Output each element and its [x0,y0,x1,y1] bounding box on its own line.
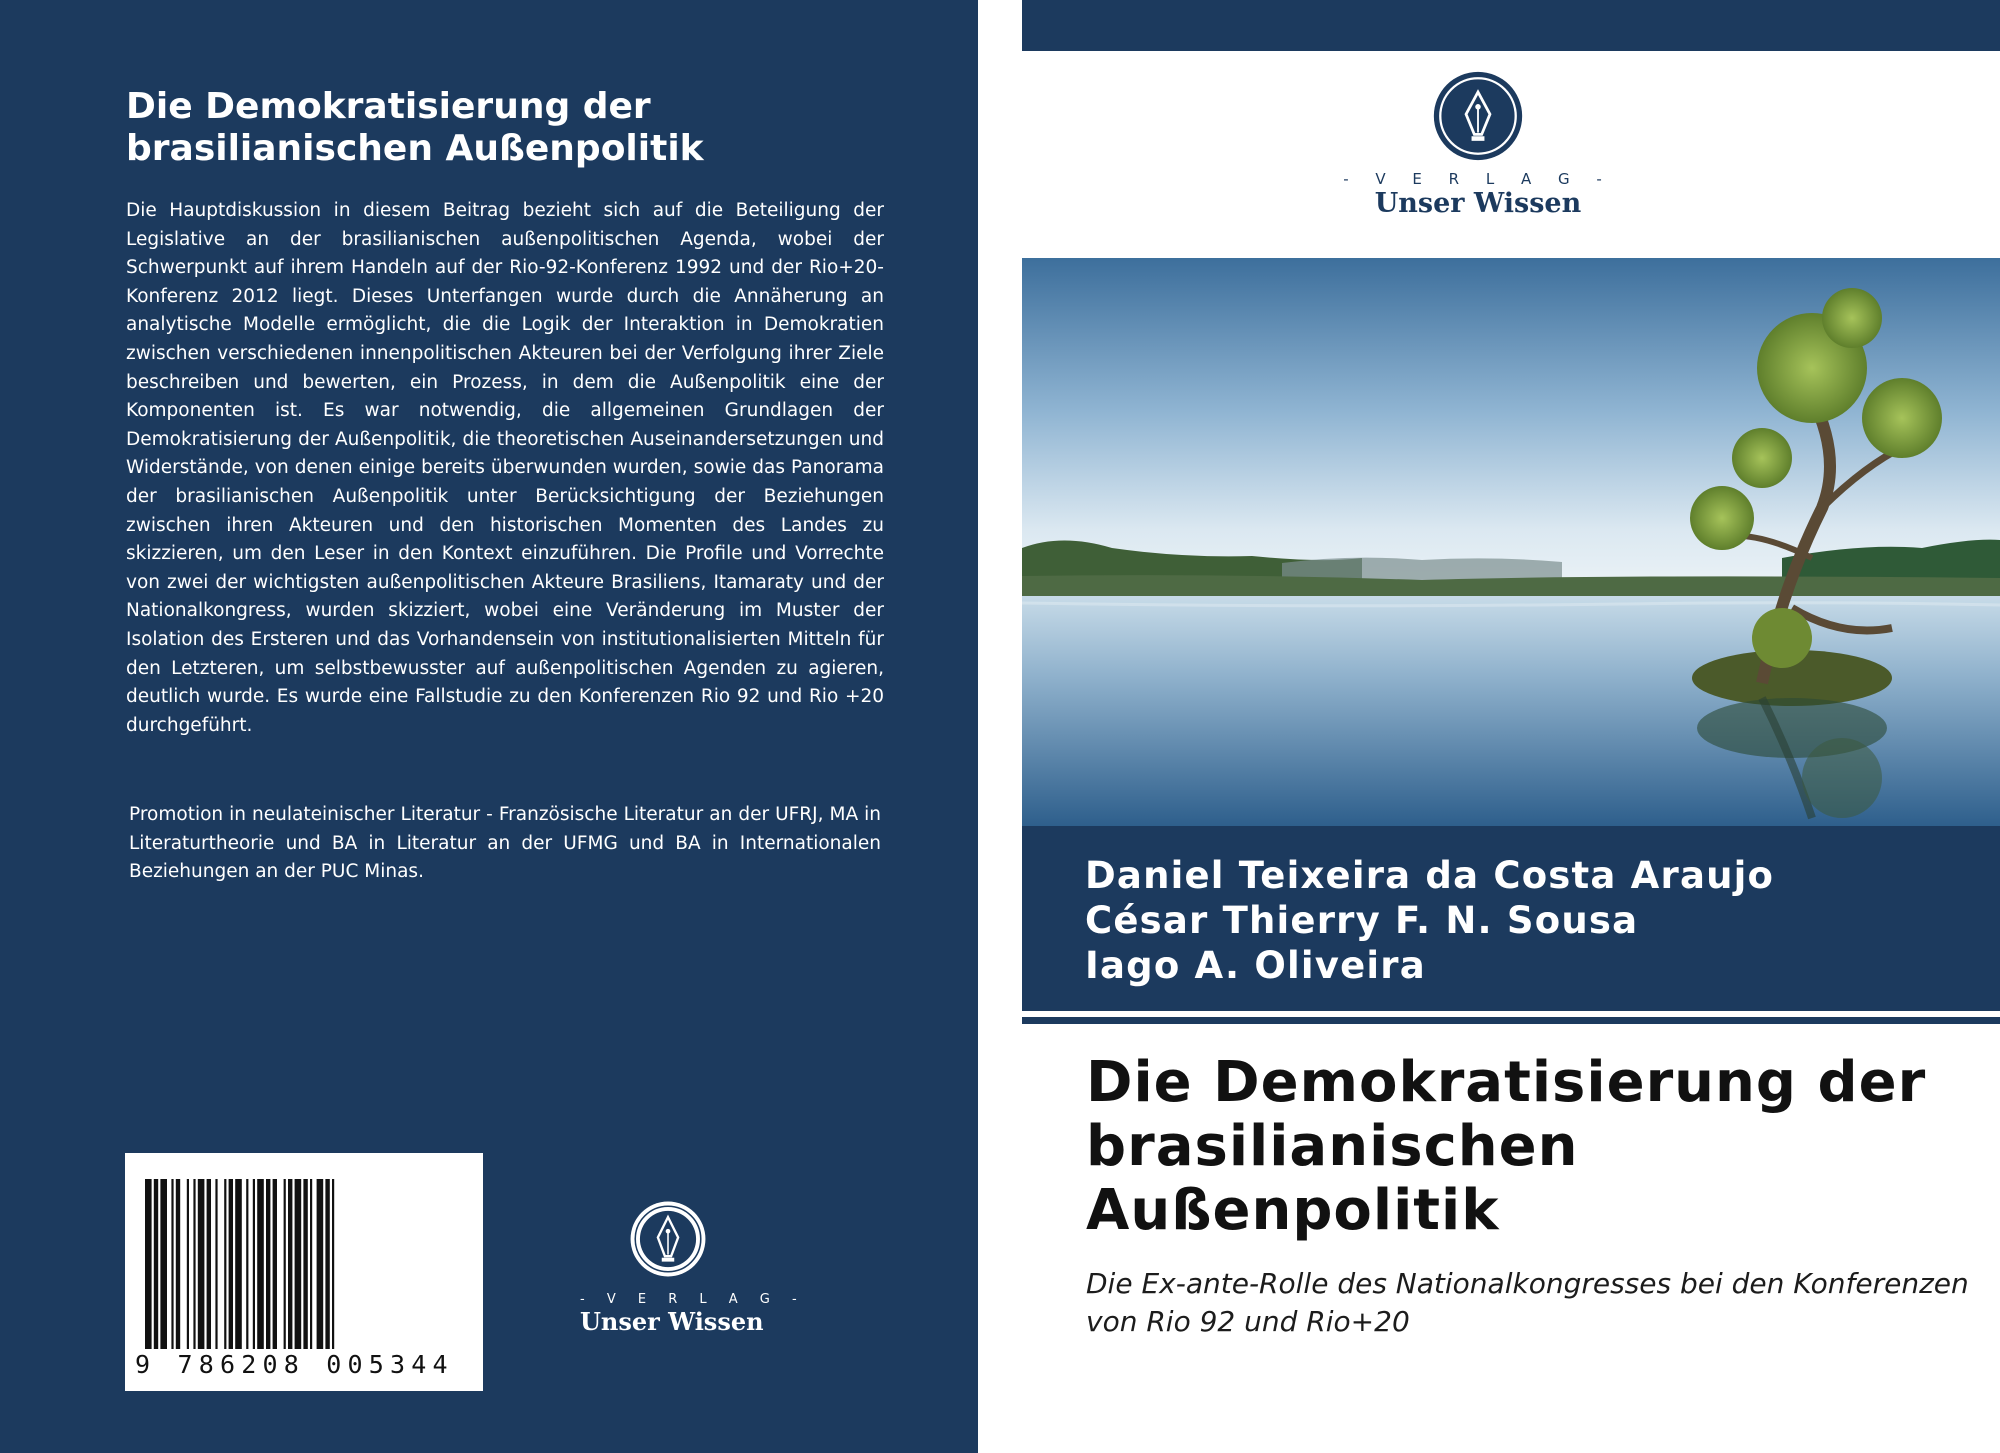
publisher-logo-front [1278,70,1678,219]
publisher-name: Unser Wissen [1374,188,1582,219]
back-cover-blurb: Die Hauptdiskussion in diesem Beitrag bezieht sich auf die Beteiligung der Legislative an der brasilianischen außenpolitischen Agenda, wobei der Schwerpunkt auf ihrem Handeln auf der Rio-92-Konferenz 1992 und der Rio+20-Konferenz 2012 liegt. Dieses Unterfangen wurde durch die Annäherung an analytische Modelle ermöglicht, die die Logik der Interaktion in Demokratien zwischen verschiedenen innenpolitischen Akteuren bei der Verfolgung ihrer Ziele beschreiben und bewerten, ein Prozess, in dem die Außenpolitik eine der Komponenten ist. Es war notwendig, die allgemeinen Grundlagen der Demokratisierung der Außenpolitik, die theoretischen Auseinandersetzungen und Widerstände, von denen einige bereits überwunden wurden, sowie das Panorama der brasilianischen Außenpolitik unter Berücksichtigung der Beziehungen zwischen ihren Akteuren und den historischen Momenten des Landes zu skizzieren, um den Leser in den Kontext einzuführen. Die Profile und Vorrechte von zwei der wichtigsten außenpolitischen Akteure Brasiliens, Itamaraty und der Nationalkongress, wurden skizziert, wobei eine Veränderung im Muster der Isolation des Ersteren und das Vorhandensein von institutionalisierten Mitteln für den Letzteren, um selbstbewusster auf außenpolitischen Agenden zu agieren, deutlich wurde. Es wurde eine Fallstudie zu den Konferenzen Rio 92 und Rio +20 durchgeführt. [126,200,884,736]
top-color-bar [1022,0,2000,51]
fountain-pen-nib-icon [1432,70,1524,162]
author-name: César Thierry F. N. Sousa [1085,899,1639,942]
isbn-number: 9 786208 005344 [135,1350,454,1379]
fountain-pen-nib-icon [629,1200,707,1278]
book-subtitle: Die Ex-ante-Rolle des Nationalkongresses bei den Konferenzen von Rio 92 und Rio+20 [1086,1267,1969,1338]
author-name: Iago A. Oliveira [1085,944,1426,987]
front-cover [978,0,2000,1453]
publisher-verlag-label: - V E R L A G - [1343,170,1613,188]
barcode-icon [145,1179,463,1349]
publisher-verlag-label: - V E R L A G - [580,1292,806,1307]
isbn-barcode [125,1153,483,1391]
author-name: Daniel Teixeira da Costa Araujo [1085,854,1775,897]
back-cover [0,0,978,1453]
authors-band [1022,826,2000,1011]
publisher-name: Unser Wissen [580,1307,764,1336]
cover-photo-lake-tree [1022,258,2000,826]
author-bio: Promotion in neulateinischer Literatur - Französische Literatur an der UFRJ, MA in Literaturtheorie und BA in Literatur an der UFMG und BA in Internationalen Beziehungen an der PUC Minas. [129,804,881,883]
book-title: Die Demokratisierung der brasilianischen Außenpolitik [1086,1050,1927,1243]
divider-rule [1022,1017,2000,1024]
publisher-logo-back [580,1200,806,1336]
back-cover-title: Die Demokratisierung der brasilianischen Außenpolitik [126,86,704,169]
